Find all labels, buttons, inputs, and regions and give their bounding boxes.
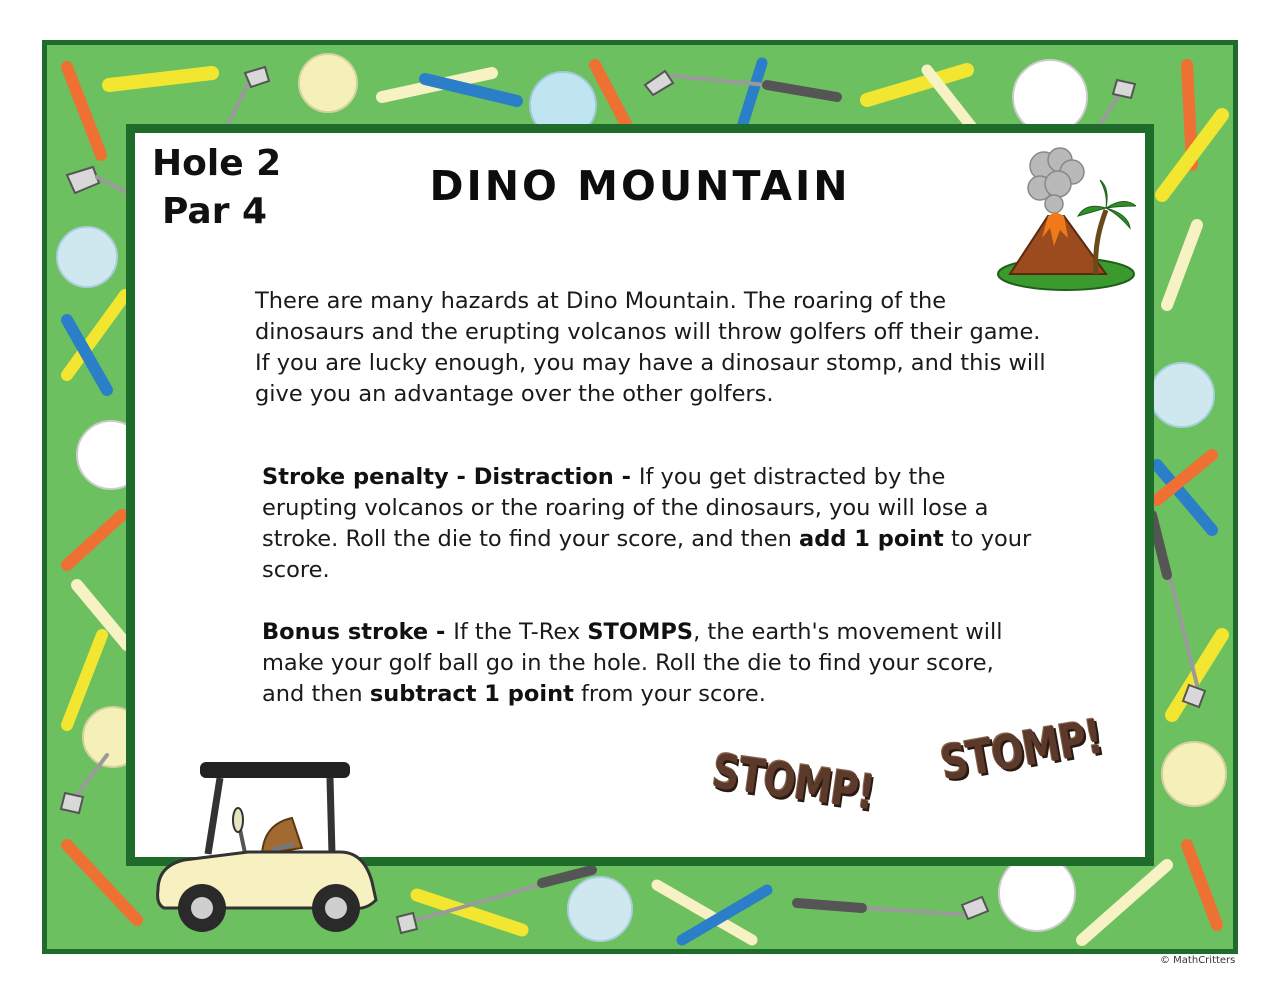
intro-paragraph: There are many hazards at Dino Mountain. The roaring of the dinosaurs and the erupting volcanos will throw golfers off their game. If you are lucky enough, you may have a dinosaur stomp, and this will give you an advantage over the other golfers. <box>255 288 1046 407</box>
bonus-stomps: STOMPS <box>587 619 694 645</box>
bonus-text-end: from your score. <box>573 681 766 707</box>
stroke-penalty-rule <box>262 462 1042 586</box>
bonus-emphasis: subtract 1 point <box>369 681 574 707</box>
bonus-text-mid: , the earth's movement will make your golf ball go in the hole. Roll the die to find your score, and then <box>262 619 1003 707</box>
bonus-text: If the T-Rex <box>453 619 588 645</box>
hole-info <box>152 140 281 236</box>
bonus-label: Bonus stroke <box>262 619 429 645</box>
stomp-word: STOMP! <box>936 708 1107 792</box>
penalty-text: If you get distracted by the erupting volcanos or the roaring of the dinosaurs, you will lose a stroke. Roll the die to find your score, and then <box>262 464 989 552</box>
golf-cart-icon <box>150 758 390 936</box>
bonus-stroke-rule <box>262 617 1042 710</box>
penalty-text-end: to your score. <box>262 526 1032 583</box>
penalty-type: Distraction <box>473 464 614 490</box>
volcano-icon <box>996 146 1136 294</box>
bonus-separator: - <box>428 619 454 645</box>
par-value: Par 4 <box>162 191 268 232</box>
page-title: DINO MOUNTAIN <box>429 162 851 210</box>
penalty-emphasis: add 1 point <box>799 526 944 552</box>
penalty-separator-2: - <box>613 464 639 490</box>
stomp-word: STOMP! <box>708 743 878 821</box>
copyright-notice: © MathCritters <box>1160 955 1236 966</box>
penalty-separator: - <box>448 464 474 490</box>
penalty-label: Stroke penalty <box>262 464 449 490</box>
hole-number: Hole 2 <box>152 143 282 184</box>
